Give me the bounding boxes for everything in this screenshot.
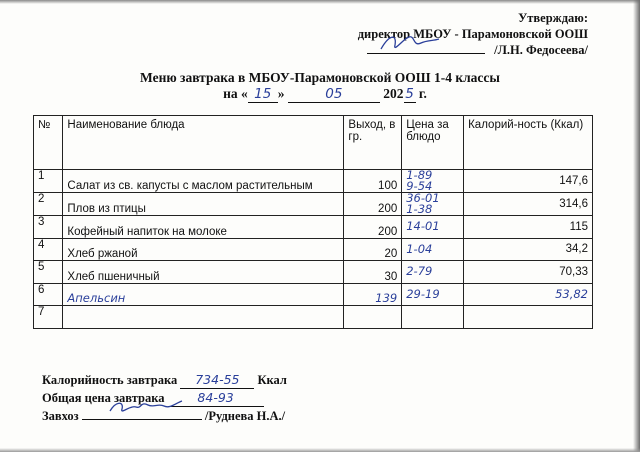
- table-row: [34, 170, 593, 193]
- dish-price-line-1: 1-89: [406, 168, 433, 182]
- dish-price-line-2: 9-54: [406, 179, 433, 193]
- dish-name: Плов из птицы: [63, 193, 344, 216]
- storekeeper-signature-scribble: [106, 397, 186, 419]
- date-prefix: на «: [223, 86, 248, 101]
- approval-heading: Утверждаю:: [518, 11, 588, 25]
- dish-name: Хлеб пшеничный: [63, 261, 344, 284]
- header-output: Выход, в гр.: [344, 116, 402, 170]
- dish-output: [344, 306, 402, 329]
- approval-position: директор МБОУ - Парамоновской ООШ: [357, 27, 588, 41]
- calories-total-value: 734-55: [180, 371, 254, 389]
- table-row: [34, 193, 593, 216]
- approval-block: [358, 10, 588, 58]
- dish-name: Апельсин: [63, 283, 344, 306]
- approval-signature-line: [358, 42, 588, 58]
- scan-edge-right: [633, 0, 640, 452]
- director-signature-scribble: [375, 29, 445, 55]
- table-row: [34, 216, 593, 239]
- date-mid: »: [277, 86, 285, 101]
- price-total-label: Общая цена завтрака: [42, 391, 165, 405]
- row-number: 3: [34, 216, 63, 239]
- dish-price: [402, 193, 464, 216]
- date-year-prefix: 202: [383, 86, 404, 101]
- dish-output: 30: [344, 261, 402, 284]
- dish-name: [63, 306, 344, 329]
- storekeeper-name: /Руднева Н.А./: [204, 409, 286, 423]
- dish-price: 14-01: [402, 216, 464, 239]
- director-name: /Л.Н. Федосеева/: [494, 43, 588, 57]
- dish-price: 2-79: [402, 261, 464, 284]
- footer-block: [42, 371, 287, 425]
- date-year-digit: 5: [405, 86, 414, 102]
- storekeeper-line: [42, 407, 287, 425]
- date-month: 05: [288, 86, 380, 103]
- date-year-suffix: г.: [415, 86, 427, 101]
- dish-calories: 34,2: [464, 238, 593, 261]
- table-row: [34, 238, 593, 261]
- dish-output: 200: [344, 193, 402, 216]
- row-number: 2: [34, 193, 63, 216]
- storekeeper-label: Завхоз: [42, 409, 79, 423]
- row-number: 7: [34, 306, 63, 329]
- menu-title: [0, 70, 640, 103]
- header-price: Цена за блюдо: [402, 116, 464, 170]
- row-number: 5: [34, 261, 63, 284]
- dish-calories: 147,6: [464, 170, 593, 193]
- scan-edge-top: [0, 0, 640, 4]
- calories-total-line: [42, 371, 287, 389]
- header-dish-name: Наименование блюда: [63, 116, 344, 170]
- dish-price-line-2: 1-38: [406, 202, 433, 216]
- dish-price: 1-04: [402, 238, 464, 261]
- menu-title-text: Меню завтрака в МБОУ-Парамоновской ООШ 1-4 классы: [140, 70, 500, 85]
- table-row: [34, 261, 593, 284]
- dish-output: 200: [344, 216, 402, 239]
- row-number: 1: [34, 170, 63, 193]
- header-calories: Калорий-ность (Ккал): [464, 116, 593, 170]
- calories-total-label: Калорийность завтрака: [42, 373, 178, 387]
- dish-output: 139: [344, 283, 402, 306]
- dish-name: Салат из св. капусты с маслом растительным: [63, 170, 344, 193]
- row-number: 4: [34, 238, 63, 261]
- dish-calories: [464, 306, 593, 329]
- calories-total-unit: Ккал: [257, 373, 287, 387]
- dish-output: 100: [344, 170, 402, 193]
- menu-date: [10, 86, 640, 103]
- dish-price: 29-19: [402, 283, 464, 306]
- director-signature: [367, 43, 485, 54]
- dish-name: Кофейный напиток на молоке: [63, 216, 344, 239]
- scan-edge-bottom: [0, 448, 640, 452]
- header-number: №: [34, 116, 63, 170]
- menu-table: [33, 115, 593, 329]
- table-row: [34, 283, 593, 306]
- date-day: 15: [248, 86, 278, 103]
- storekeeper-signature: [82, 407, 202, 420]
- dish-price: [402, 170, 464, 193]
- dish-calories: 53,82: [464, 283, 593, 306]
- dish-output: 20: [344, 238, 402, 261]
- row-number: 6: [34, 283, 63, 306]
- dish-calories: 70,33: [464, 261, 593, 284]
- dish-calories: 314,6: [464, 193, 593, 216]
- dish-price: [402, 306, 464, 329]
- dish-name: Хлеб ржаной: [63, 238, 344, 261]
- table-header-row: [34, 116, 593, 170]
- price-total-value: 84-93: [168, 389, 264, 407]
- dish-calories: 115: [464, 216, 593, 239]
- table-row: [34, 306, 593, 329]
- dish-price-line-1: 36-01: [406, 191, 440, 205]
